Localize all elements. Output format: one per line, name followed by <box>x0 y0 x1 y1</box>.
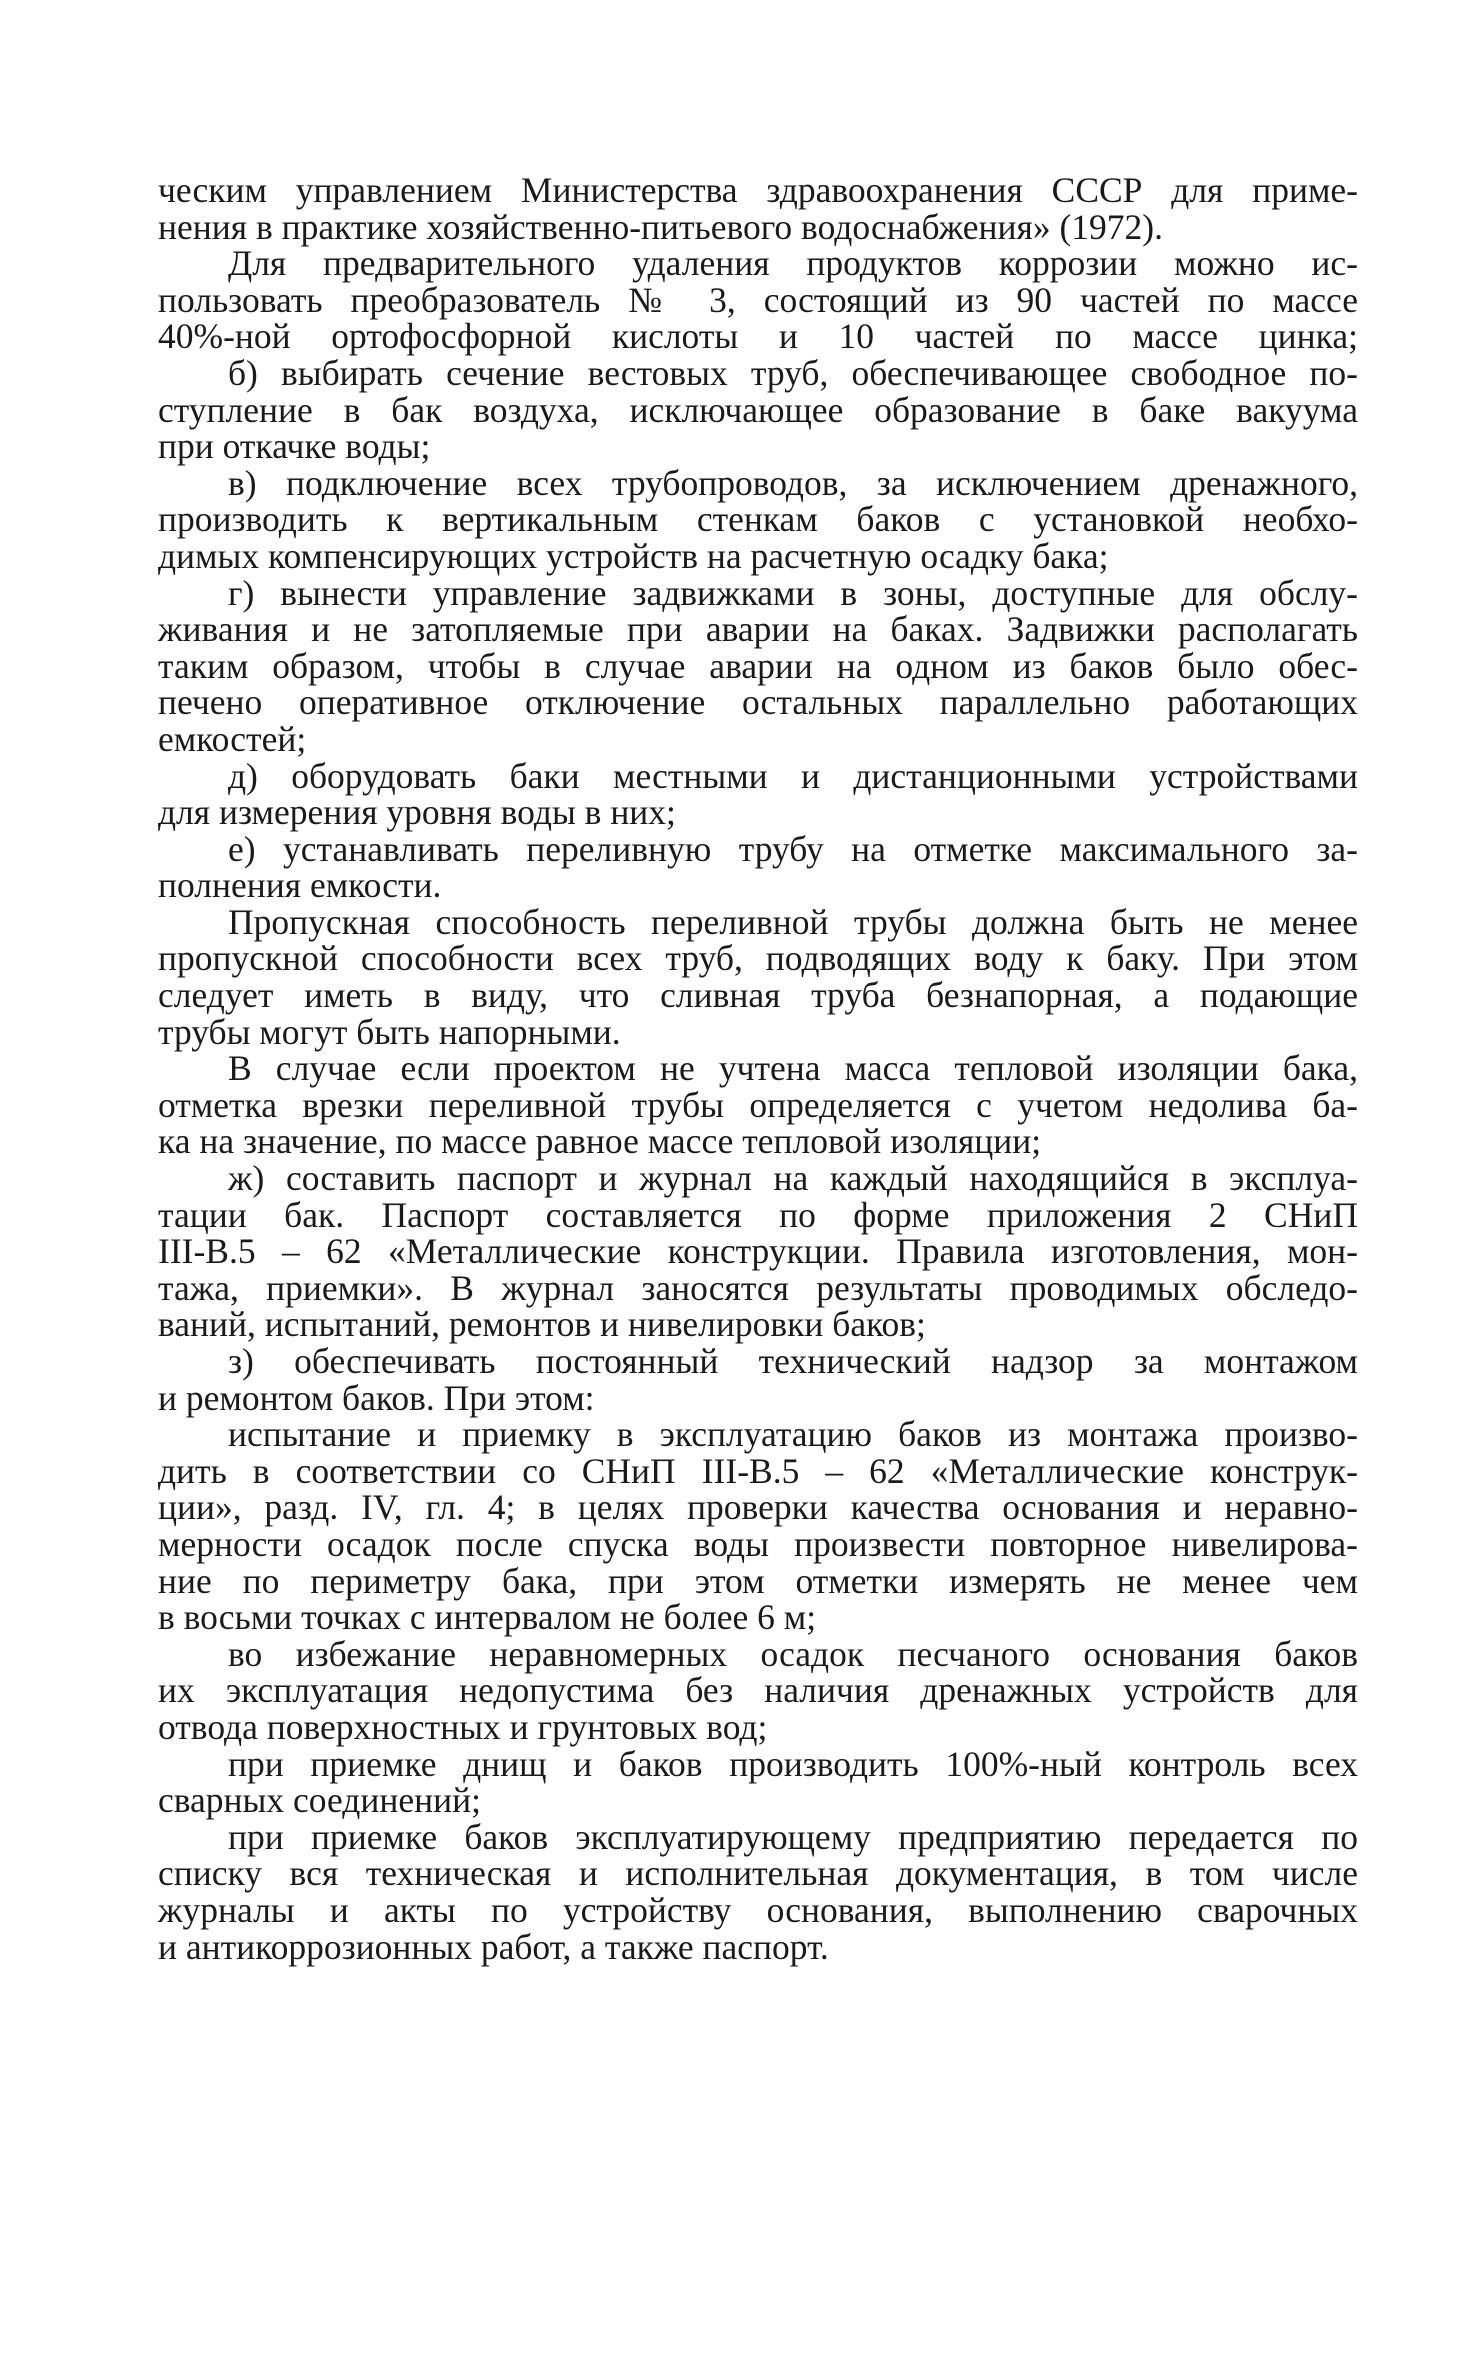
text-line: емкостей; <box>158 718 307 759</box>
text-line: сварных соединений; <box>158 1780 481 1821</box>
text-line: 40%-ной ортофосфорной кислоты и 10 частей по массе цинка; <box>158 316 1358 357</box>
text-line: в восьми точках с интервалом не более 6 м; <box>158 1597 817 1638</box>
text-line: е) устанавливать переливную трубу на отметке максимального за- <box>228 828 1358 869</box>
text-line: ции», разд. IV, гл. 4; в целях проверки качества основания и неравно- <box>158 1487 1358 1528</box>
text-line: б) выбирать сечение вестовых труб, обеспечивающее свободное по- <box>228 352 1358 393</box>
text-line: ние по периметру бака, при этом отметки измерять не менее чем <box>158 1560 1358 1601</box>
text-line: Для предварительного удаления продуктов коррозии можно ис- <box>228 243 1358 284</box>
text-line: живания и не затопляемые при аварии на баках. Задвижки располагать <box>158 609 1358 650</box>
text-line: ж) составить паспорт и журнал на каждый находящийся в эксплуа- <box>228 1158 1358 1199</box>
text-line: испытание и приемку в эксплуатацию баков из монтажа произво- <box>228 1414 1358 1455</box>
text-line: пользовать преобразователь № 3, состоящий из 90 частей по массе <box>158 279 1358 320</box>
text-line: тажа, приемки». В журнал заносятся результаты проводимых обследо- <box>158 1267 1358 1308</box>
text-line: III-В.5 – 62 «Металлические конструкции. Правила изготовления, мон- <box>158 1231 1358 1272</box>
text-line: печено оперативное отключение остальных параллельно работающих <box>158 682 1358 723</box>
text-line: и ремонтом баков. При этом: <box>158 1377 595 1418</box>
text-line: нения в практике хозяйственно-питьевого водоснабжения» (1972). <box>158 206 1163 247</box>
text-line: ступление в бак воздуха, исключающее образование в баке вакуума <box>158 389 1358 430</box>
text-line: отвода поверхностных и грунтовых вод; <box>158 1706 768 1747</box>
text-line: пропускной способности всех труб, подводящих воду к баку. При этом <box>158 938 1358 979</box>
text-line: ваний, испытаний, ремонтов и нивелировки баков; <box>158 1304 926 1345</box>
text-line: д) оборудовать баки местными и дистанционными устройствами <box>228 755 1358 796</box>
text-line: и антикоррозионных работ, а также паспорт. <box>158 1926 829 1967</box>
text-line: в) подключение всех трубопроводов, за исключением дренажного, <box>228 462 1358 503</box>
text-line: В случае если проектом не учтена масса тепловой изоляции бака, <box>228 1048 1358 1089</box>
text-line: для измерения уровня воды в них; <box>158 792 676 833</box>
text-line: во избежание неравномерных осадок песчаного основания баков <box>228 1633 1358 1674</box>
text-line: Пропускная способность переливной трубы должна быть не менее <box>228 901 1358 942</box>
text-line: при откачке воды; <box>158 426 431 467</box>
text-line: списку вся техническая и исполнительная документация, в том числе <box>158 1853 1358 1894</box>
text-line: тации бак. Паспорт составляется по форме приложения 2 СНиП <box>158 1194 1358 1235</box>
text-line: полнения емкости. <box>158 865 442 906</box>
text-line: трубы могут быть напорными. <box>158 1011 621 1052</box>
text-line: з) обеспечивать постоянный технический надзор за монтажом <box>228 1341 1358 1381</box>
text-line: ческим управлением Министерства здравоохранения СССР для приме- <box>158 170 1358 210</box>
text-line: отметка врезки переливной трубы определяется с учетом недолива ба- <box>158 1084 1358 1125</box>
text-line: дить в соответствии со СНиП III-В.5 – 62 «Металлические конструк- <box>158 1450 1358 1491</box>
text-line: производить к вертикальным стенкам баков с установкой необхо- <box>158 499 1358 540</box>
text-line: мерности осадок после спуска воды произвести повторное нивелирова- <box>158 1523 1358 1564</box>
text-line: при приемке баков эксплуатирующему предприятию передается по <box>228 1816 1358 1857</box>
text-line: следует иметь в виду, что сливная труба безнапорная, а подающие <box>158 975 1358 1016</box>
text-line: журналы и акты по устройству основания, выполнению сварочных <box>158 1889 1358 1930</box>
body-text <box>158 172 1358 1965</box>
text-line: димых компенсирующих устройств на расчетную осадку бака; <box>158 535 1109 576</box>
text-line: их эксплуатация недопустима без наличия дренажных устройств для <box>158 1670 1358 1711</box>
text-line: г) вынести управление задвижками в зоны, доступные для обслу- <box>228 572 1358 613</box>
text-line: при приемке днищ и баков производить 100%-ный контроль всех <box>228 1743 1358 1784</box>
text-line: таким образом, чтобы в случае аварии на одном из баков было обес- <box>158 645 1358 686</box>
text-line: ка на значение, по массе равное массе тепловой изоляции; <box>158 1121 1042 1162</box>
